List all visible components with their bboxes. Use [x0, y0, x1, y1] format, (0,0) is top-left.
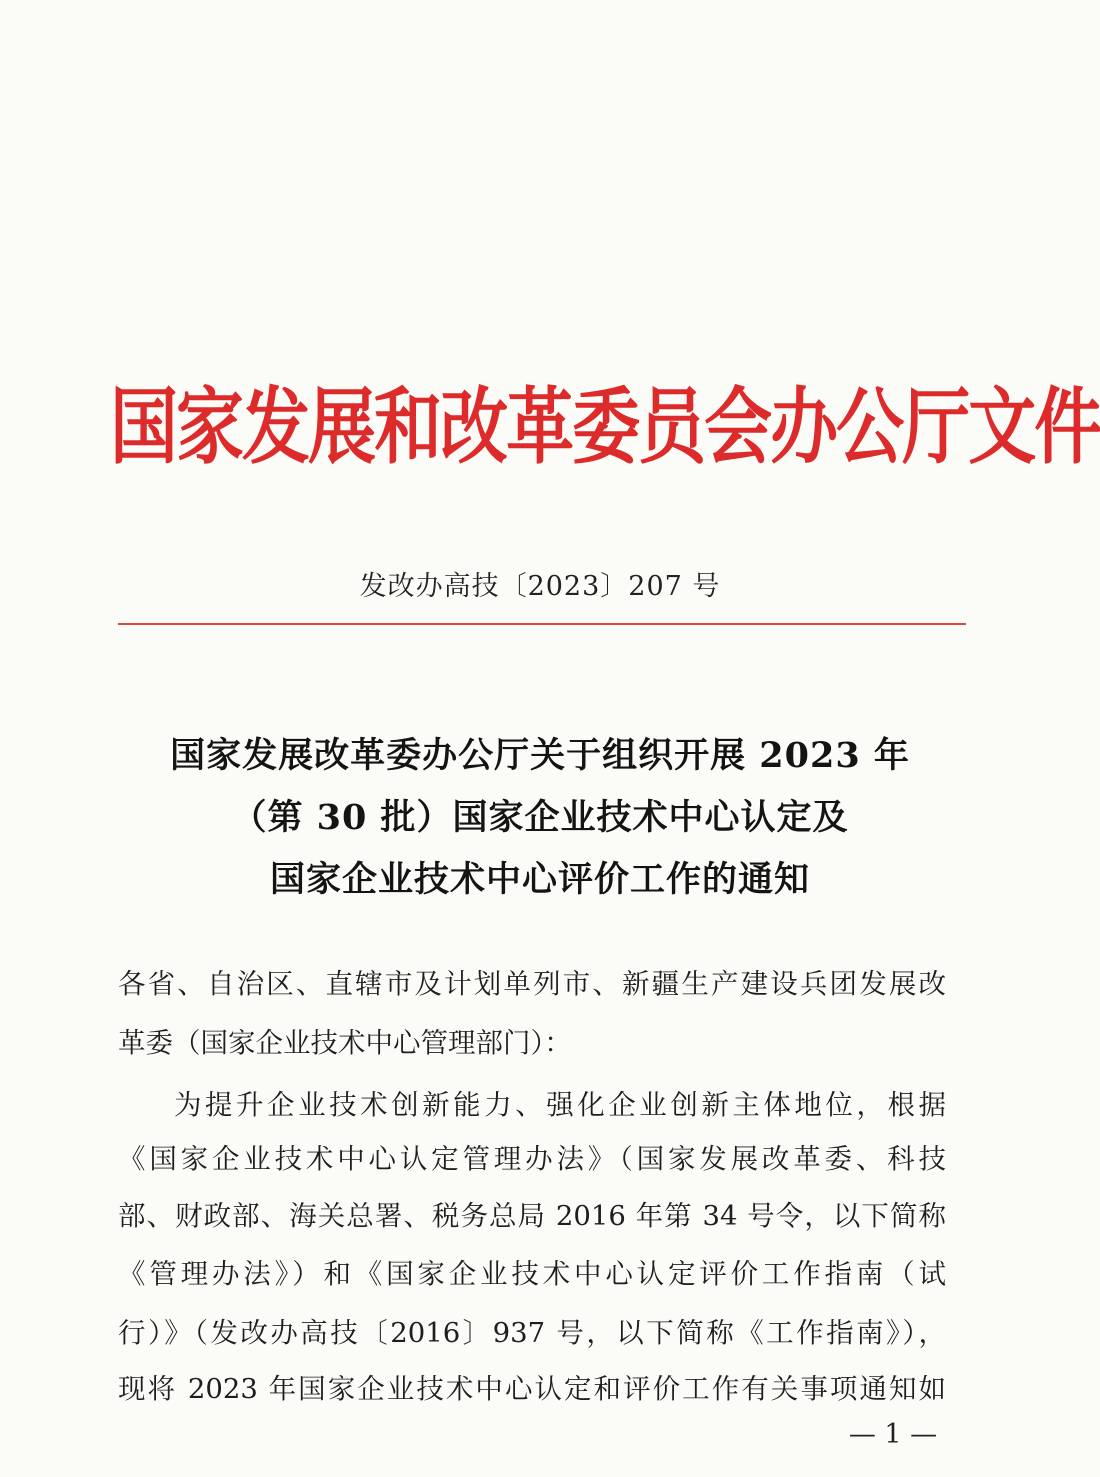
header-char: 展	[308, 379, 375, 476]
header-char: 文	[968, 379, 1035, 476]
header-char: 和	[374, 379, 441, 476]
body-text-line: 为提升企业技术创新能力、强化企业创新主体地位，根据	[174, 1089, 946, 1121]
body-text-line: 行）》（发改办高技〔2016〕937 号，以下简称《工作指南》），	[118, 1317, 946, 1349]
body-text-line: 部、财政部、海关总署、税务总局 2016 年第 34 号令，以下简称	[118, 1200, 946, 1232]
header-char: 家	[176, 379, 243, 476]
page-number: — 1 —	[848, 1419, 938, 1450]
header-char: 革	[506, 379, 573, 476]
header-char: 公	[836, 379, 903, 476]
body-text-line: 革委（国家企业技术中心管理部门）：	[118, 1027, 572, 1059]
body-text-line: 《管理办法》）和《国家企业技术中心认定评价工作指南（试	[118, 1258, 946, 1290]
header-char: 办	[770, 379, 837, 476]
body-text-line: 《国家企业技术中心认定管理办法》（国家发展改革委、科技	[118, 1143, 946, 1175]
header-char: 厅	[902, 379, 969, 476]
body-text-line: 现将 2023 年国家企业技术中心认定和评价工作有关事项通知如	[118, 1373, 946, 1405]
notice-title-line-3: 国家企业技术中心评价工作的通知	[269, 859, 810, 900]
body-text-line: 各省、自治区、直辖市及计划单列市、新疆生产建设兵团发展改	[118, 968, 946, 1000]
header-char: 发	[242, 379, 309, 476]
header-char: 国	[110, 379, 177, 476]
header-char: 委	[572, 379, 639, 476]
header-char: 员	[638, 379, 705, 476]
notice-title-line-2: （第 30 批）国家企业技术中心认定及	[231, 797, 849, 838]
document-number: 发改办高技〔2023〕207 号	[359, 571, 721, 602]
header-char: 会	[704, 379, 771, 476]
header-char: 件	[1034, 379, 1100, 476]
notice-title-line-1: 国家发展改革委办公厅关于组织开展 2023 年	[170, 735, 910, 776]
header-char: 改	[440, 379, 507, 476]
red-separator-rule	[118, 623, 966, 625]
issuing-authority-header	[110, 361, 1100, 478]
